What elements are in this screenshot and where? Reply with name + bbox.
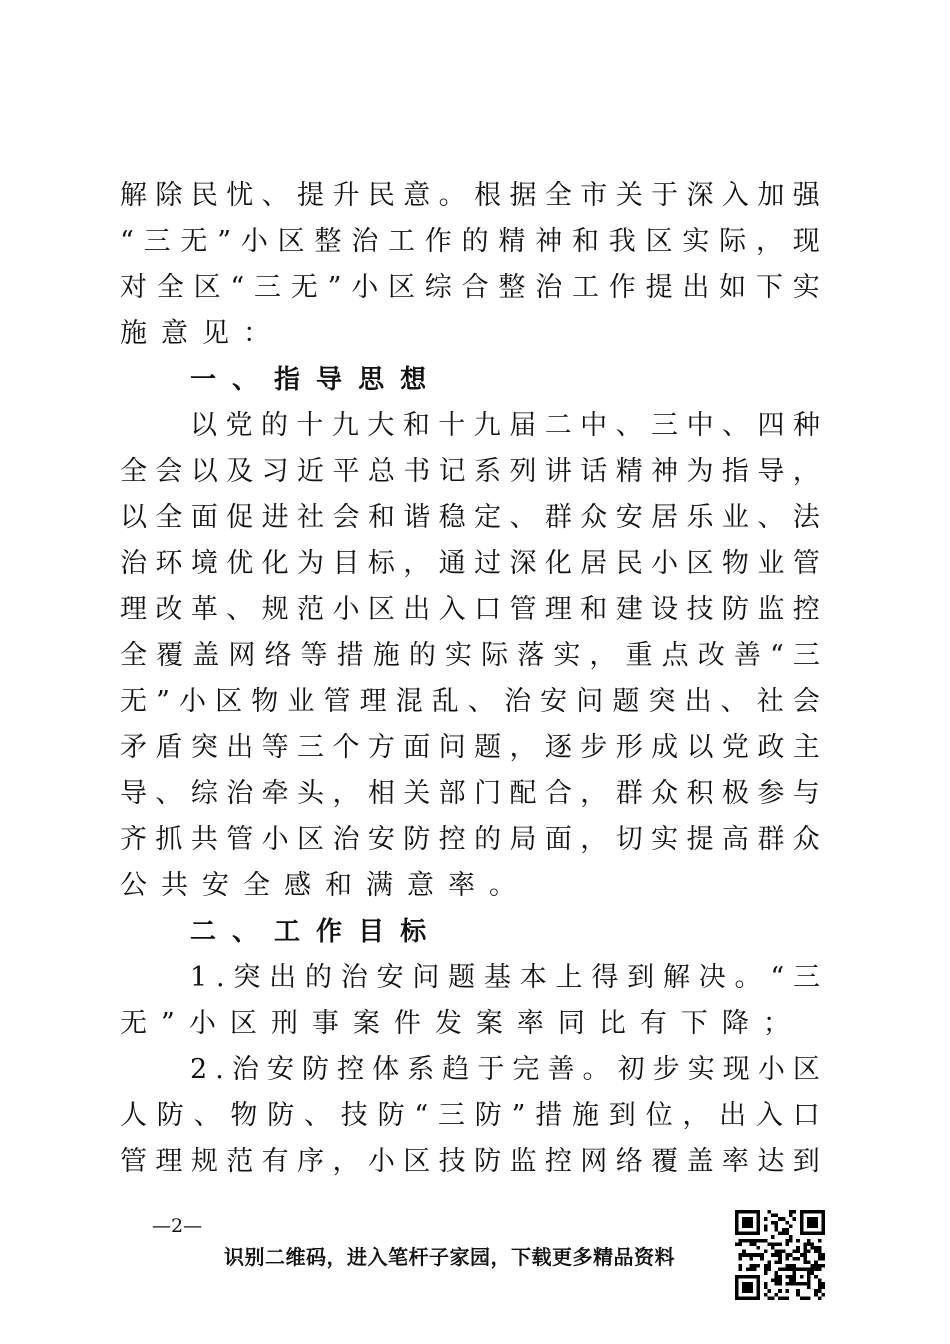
body-text xyxy=(120,173,820,1185)
text-line: 以 全 面 促 进 社 会 和 谐 稳 定 、 群 众 安 居 乐 业 、 法 xyxy=(120,502,820,533)
text-line: 解 除 民 忧 、 提 升 民 意 。 根 据 全 市 关 于 深 入 加 强 xyxy=(120,180,820,211)
text-line: 治 环 境 优 化 为 目 标 ， 通 过 深 化 居 民 小 区 物 业 管 xyxy=(120,548,820,579)
text-line: 对 全 区 “ 三 无 ” 小 区 综 合 整 治 工 作 提 出 如 下 实 xyxy=(120,272,820,303)
text-line: 管 理 规 范 有 序 ， 小 区 技 防 监 控 网 络 覆 盖 率 达 到 xyxy=(120,1146,820,1177)
text-line: 全 会 以 及 习 近 平 总 书 记 系 列 讲 话 精 神 为 指 导 ， xyxy=(120,456,820,487)
section-heading: 一 、 指 导 思 想 xyxy=(190,365,427,395)
page-number: —2— xyxy=(152,1215,203,1237)
text-line: 矛 盾 突 出 等 三 个 方 面 问 题 ， 逐 步 形 成 以 党 政 主 xyxy=(120,732,820,763)
text-line: 施 意 见 ： xyxy=(120,318,270,349)
text-line: 公 共 安 全 感 和 满 意 率 。 xyxy=(120,870,516,901)
qr-code-icon[interactable] xyxy=(735,1210,825,1300)
text-line: 2 . 治 安 防 控 体 系 趋 于 完 善 。 初 步 实 现 小 区 xyxy=(190,1054,820,1085)
text-line: 理 改 革 、 规 范 小 区 出 入 口 管 理 和 建 设 技 防 监 控 xyxy=(120,594,820,625)
text-line: 齐 抓 共 管 小 区 治 安 防 控 的 局 面 ， 切 实 提 高 群 众 xyxy=(120,824,820,855)
text-line: 以 党 的 十 九 大 和 十 九 届 二 中 、 三 中 、 四 种 xyxy=(190,410,820,441)
text-line: 导 、 综 治 牵 头 ， 相 关 部 门 配 合 ， 群 众 积 极 参 与 xyxy=(120,778,820,809)
text-line: 人 防 、 物 防 、 技 防 “ 三 防 ” 措 施 到 位 ， 出 入 口 xyxy=(120,1100,820,1131)
text-line: 无 ” 小 区 刑 事 案 件 发 案 率 同 比 有 下 降 ； xyxy=(120,1008,790,1039)
text-line: “ 三 无 ” 小 区 整 治 工 作 的 精 神 和 我 区 实 际 ， 现 xyxy=(120,226,820,257)
text-line: 1 . 突 出 的 治 安 问 题 基 本 上 得 到 解 决 。 “ 三 xyxy=(190,962,820,993)
section-heading: 二 、 工 作 目 标 xyxy=(190,917,427,947)
footer-promo-text: 识别二维码，进入笔杆子家园，下载更多精品资料 xyxy=(224,1245,675,1269)
text-line: 无 ” 小 区 物 业 管 理 混 乱 、 治 安 问 题 突 出 、 社 会 xyxy=(120,686,820,717)
text-line: 全 覆 盖 网 络 等 措 施 的 实 际 落 实 ， 重 点 改 善 “ 三 xyxy=(120,640,820,671)
